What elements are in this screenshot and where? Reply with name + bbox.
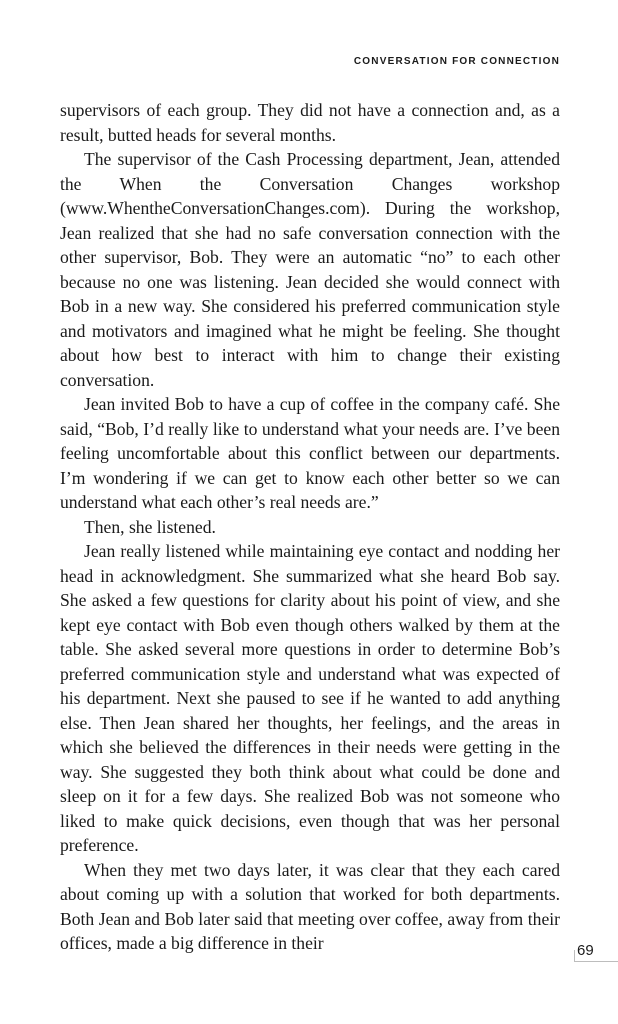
page-number: 69: [577, 942, 594, 959]
paragraph-listened: Then, she listened.: [84, 516, 216, 537]
body-text: [60, 98, 560, 956]
running-head: CONVERSATION FOR CONNECTION: [353, 56, 560, 67]
paragraph-listening-details: Jean really listened while maintaining eye contact and nodding her head in acknowledgment. She summarized what she heard Bob say. She asked a few questions for clarity about his point of view, and she kept eye contact with Bob even though others walked by them at the table. She asked several more questions in order to determine Bob’s preferred communication style and understand what was expected of his department. Next she paused to see if he wanted to add anything else. Then Jean shared her thoughts, her feelings, and the areas in which she believed the differences in their needs were getting in the way. She suggested they both think about what could be done and sleep on it for a few days. She realized Bob was not someone who liked to make quick decisions, even though that was her personal preference.: [60, 541, 560, 855]
paragraph-invitation: Jean invited Bob to have a cup of coffee in the company café. She said, “Bob, I’d really like to understand what your needs are. I’ve been feeling uncomfortable about this conflict between our departments. I’m wondering if we can get to know each other better so we can understand what each other’s real needs are.”: [60, 394, 560, 512]
paragraph-continuation: supervisors of each group. They did not have a connection and, as a result, butted heads for several months.: [60, 100, 560, 145]
page-number-rule: [574, 961, 618, 962]
paragraph-workshop: The supervisor of the Cash Processing department, Jean, attended the When the Conversation Changes workshop (www.WhentheConversationChanges.com). During the workshop, Jean realized that she had no safe conversation connection with the other supervisor, Bob. They were an automatic “no” to each other because no one was listening. Jean decided she would connect with Bob in a new way. She considered his preferred communication style and motivators and imagined what he might be feeling. She thought about how best to interact with him to change their existing conversation.: [60, 149, 560, 390]
paragraph-follow-up: When they met two days later, it was clear that they each cared about coming up with a solution that worked for both departments. Both Jean and Bob later said that meeting over coffee, away from their offices, made a big difference in their: [60, 859, 560, 953]
